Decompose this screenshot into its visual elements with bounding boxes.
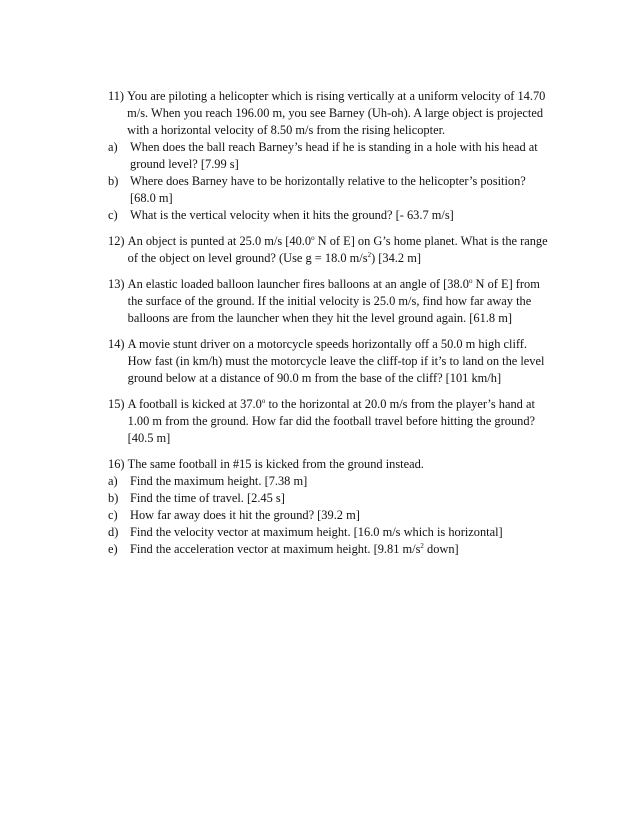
- subpart-text: When does the ball reach Barney’s head if he is standing in a hole with his head at ground level? [7.99 s]: [130, 140, 538, 171]
- degree-superscript: o: [261, 396, 266, 405]
- subpart-b: [108, 490, 548, 507]
- text-segment: Find the acceleration vector at maximum height. [9.81 m/s: [130, 542, 421, 556]
- subpart-letter: d): [108, 525, 119, 539]
- problem-16: [108, 456, 548, 558]
- text-segment: A football is kicked at 37.0: [127, 397, 262, 411]
- subpart-letter: b): [108, 491, 119, 505]
- degree-superscript: o: [468, 276, 473, 285]
- problem-list: [108, 88, 548, 567]
- text-segment: An object is punted at 25.0 m/s [40.0: [127, 234, 312, 248]
- problem-text: You are piloting a helicopter which is rising vertically at a uniform velocity of 14.70 m/s. When you reach 196.00 m, you see Barney (Uh-oh). A large object is projected with a horizontal velocity of 8.50 m/s from the rising helicopter.: [127, 89, 546, 137]
- text-segment: N of E] from the surface of the ground. If the initial velocity is 25.0 m/s, find how far away the balloons are from the launcher when they hit the level ground again. [61.8 m]: [127, 277, 540, 325]
- problem-text: [128, 396, 548, 447]
- subpart-letter: a): [108, 474, 118, 488]
- degree-superscript: o: [311, 233, 315, 242]
- problem-text: [128, 276, 548, 327]
- problem-number: 15): [108, 397, 128, 411]
- problem-11: [108, 88, 548, 224]
- subpart-letter: c): [108, 208, 118, 222]
- squared-superscript: 2: [367, 250, 372, 259]
- problem-15: [108, 396, 548, 447]
- subpart-text: What is the vertical velocity when it hits the ground? [- 63.7 m/s]: [130, 208, 454, 222]
- subpart-letter: a): [108, 140, 118, 154]
- problem-number: 14): [108, 337, 128, 351]
- subpart-d: [108, 524, 548, 541]
- problem-text: The same football in #15 is kicked from the ground instead.: [127, 457, 424, 471]
- subpart-c: [108, 207, 548, 224]
- text-segment: N of E] on G’s home planet. What is the range of the object on level ground? (Use g = 18.0 m/s: [127, 234, 548, 265]
- problem-number: 13): [108, 277, 128, 291]
- problem-text: A movie stunt driver on a motorcycle speeds horizontally off a 50.0 m high cliff. How fast (in km/h) must the motorcycle leave the cliff-top if it’s to land on the level ground below at a distance of 90.0 m from the base of the cliff? [101 km/h]: [127, 337, 545, 385]
- problem-text: [128, 233, 548, 267]
- subpart-a: [108, 139, 548, 173]
- subpart-letter: b): [108, 174, 119, 188]
- subpart-text: [130, 541, 548, 558]
- text-segment: down]: [423, 542, 459, 556]
- problem-number: 12): [108, 234, 128, 248]
- problem-14: [108, 336, 548, 387]
- text-segment: An elastic loaded balloon launcher fires balloons at an angle of [38.0: [127, 277, 469, 291]
- problem-13: [108, 276, 548, 327]
- subpart-text: Find the velocity vector at maximum height. [16.0 m/s which is horizontal]: [130, 525, 503, 539]
- text-segment: to the horizontal at 20.0 m/s from the player’s hand at 1.00 m from the ground. How far did the football travel before hitting the ground? [40.5 m]: [127, 397, 536, 445]
- subpart-text: Where does Barney have to be horizontally relative to the helicopter’s position? [68.0 m]: [130, 174, 526, 205]
- subpart-letter: e): [108, 542, 118, 556]
- problem-number: 16): [108, 457, 128, 471]
- problem-number: 11): [108, 89, 128, 103]
- subpart-text: Find the maximum height. [7.38 m]: [130, 474, 308, 488]
- subpart-e: [108, 541, 548, 558]
- subpart-text: How far away does it hit the ground? [39.2 m]: [130, 508, 360, 522]
- subpart-a: [108, 473, 548, 490]
- subpart-text: Find the time of travel. [2.45 s]: [130, 491, 285, 505]
- text-segment: ) [34.2 m]: [371, 251, 421, 265]
- subpart-c: [108, 507, 548, 524]
- problem-12: [108, 233, 548, 267]
- squared-superscript: 2: [420, 541, 424, 550]
- subpart-b: [108, 173, 548, 207]
- subpart-letter: c): [108, 508, 118, 522]
